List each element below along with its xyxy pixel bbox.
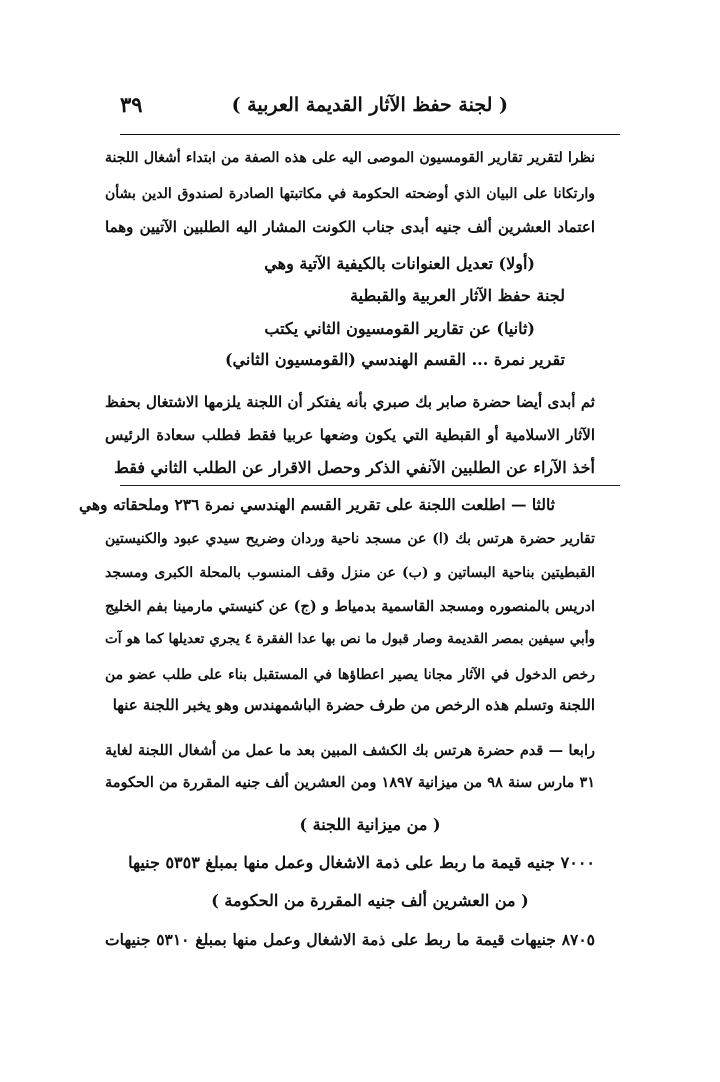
text-line: ٧٠٠٠ جنيه قيمة ما ربط على ذمة الاشغال وعمل منها بمبلغ ٥٣٥٣ جنيها xyxy=(128,853,595,872)
text-line: ثالثا — اطلعت اللجنة على تقرير القسم الهندسي نمرة ٢٣٦ وملحقاته وهي xyxy=(78,495,555,514)
page-number: ٣٩ xyxy=(120,92,143,117)
text-line: رابعا — قدم حضرة هرتس بك الكشف المبين بعد ما عمل من أشغال اللجنة لغاية xyxy=(105,742,595,759)
text-line: رخص الدخول في الآثار مجانا يصير اعطاؤها في المستقبل بناء على طلب عضو من xyxy=(105,667,595,683)
text-line: ثم أبدى أيضا حضرة صابر بك صبري بأنه يفتكر أن اللجنة يلزمها الاشتغال بحفظ xyxy=(105,393,595,411)
text-line: ٨٧٠٥ جنيهات قيمة ما ربط على ذمة الاشغال وعمل منها بمبلغ ٥٣١٠ جنيهات xyxy=(105,930,595,949)
text-line: الآثار الاسلامية أو القبطية التي يكون وضعها عربيا فقط فطلب سعادة الرئيس xyxy=(105,426,595,444)
text-line: أخذ الآراء عن الطلبين الآنفي الذكر وحصل الاقرار عن الطلب الثاني فقط xyxy=(114,458,595,477)
text-line: وارتكانا على البيان الذي أوضحته الحكومة في مكاتبتها الصادرة لصندوق الدين بشأن xyxy=(105,186,595,202)
text-line: ٣١ مارس سنة ٩٨ من ميزانية ١٨٩٧ ومن العشرين ألف جنيه المقررة من الحكومة xyxy=(105,774,596,791)
text-line: اعتماد العشرين ألف جنيه أبدى جناب الكونت المشار اليه الطلبين الآتيين وهما xyxy=(105,218,595,236)
section-heading: ( من العشرين ألف جنيه المقررة من الحكومة ) xyxy=(211,891,529,910)
text-line: اللجنة وتسلم هذه الرخص من طرف حضرة الباشمهندس وهو يخبر اللجنة عنها xyxy=(112,696,595,714)
running-title: ( لجنة حفظ الآثار القديمة العربية ) xyxy=(231,94,508,116)
text-line: لجنة حفظ الآثار العربية والقبطية xyxy=(350,286,565,305)
section-heading: ( من ميزانية اللجنة ) xyxy=(299,815,441,834)
text-line: تقارير حضرة هرتس بك (ا) عن مسجد ناحية وردان وضريح سيدي عبود والكنيستين xyxy=(105,531,595,547)
text-line: القبطيتين بناحية البساتين و (ب) عن منزل وقف المنسوب بالمحلة الكبرى ومسجد xyxy=(105,565,596,581)
header-rule xyxy=(120,134,620,135)
text-line: ادريس بالمنصوره ومسجد القاسمية بدمياط و (ج) عن كنيستي مارمينا بفم الخليج xyxy=(105,598,595,615)
text-line: وأبي سيفين بمصر القديمة وصار قبول ما نص بها عدا الفقرة ٤ يجري تعديلها كما هو آت xyxy=(105,631,596,647)
page-header xyxy=(120,90,620,130)
section-divider xyxy=(120,485,620,486)
text-line: (أولا) تعديل العنوانات بالكيفية الآتية وهي xyxy=(264,254,535,273)
text-line: تقرير نمرة ... القسم الهندسي (القومسيون الثاني) xyxy=(224,350,565,369)
text-line: نظرا لتقرير تقارير القومسيون الموصى اليه على هذه الصفة من ابتداء أشغال اللجنة xyxy=(105,150,595,166)
text-line: (ثانيا) عن تقارير القومسيون الثاني يكتب xyxy=(264,319,535,338)
